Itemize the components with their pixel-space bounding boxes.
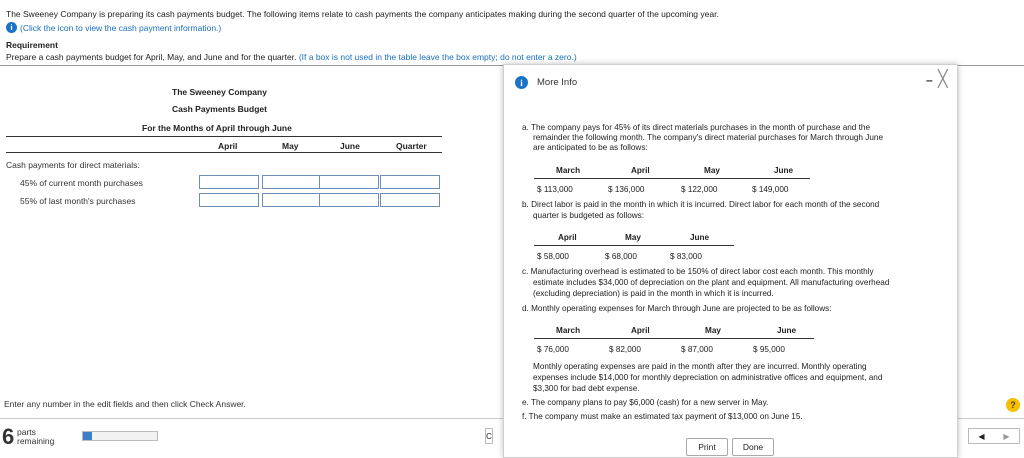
item-a-line3: are anticipated to be as follows:: [533, 143, 648, 152]
print-button[interactable]: Print: [686, 438, 728, 456]
t1-value-march: $ 113,000: [537, 185, 573, 194]
row-label-current: 45% of current month purchases: [20, 178, 143, 188]
more-info-dialog: [503, 64, 958, 458]
col-header-april: April: [218, 141, 238, 151]
question-nav[interactable]: [968, 428, 1020, 444]
item-d-note1: Monthly operating expenses are paid in the month after they are incurred. Monthly operating: [533, 362, 867, 371]
instruction-text: Enter any number in the edit fields and then click Check Answer.: [4, 399, 246, 409]
t3-value-may: $ 87,000: [681, 345, 713, 354]
item-d-line1: d. Monthly operating expenses for March through June are projected to be as follows:: [522, 304, 832, 313]
requirement-title: Requirement: [6, 40, 58, 50]
col-header-june: June: [340, 141, 360, 151]
t3-value-june: $ 95,000: [753, 345, 785, 354]
t2-rule: [534, 245, 734, 246]
item-c-line2: estimate includes $34,000 of depreciation on the plant and equipment. All manufacturing overhead: [533, 278, 890, 287]
t3-header-march: March: [556, 326, 581, 335]
t2-header-april: April: [558, 233, 577, 242]
input-current-may[interactable]: [262, 175, 322, 189]
t3-header-june: June: [777, 326, 797, 335]
dialog-title-row: [515, 76, 577, 89]
item-b-line2: quarter is budgeted as follows:: [533, 211, 645, 220]
input-last-quarter[interactable]: [380, 193, 440, 207]
nav-prev-icon[interactable]: ◀: [978, 431, 985, 441]
input-last-april[interactable]: [199, 193, 259, 207]
t2-value-may: $ 68,000: [605, 252, 637, 261]
done-button[interactable]: Done: [732, 438, 774, 456]
nav-next-icon[interactable]: ▶: [1003, 431, 1010, 441]
t1-header-may: May: [704, 166, 720, 175]
progress-bar: [82, 431, 158, 441]
info-icon: i: [515, 76, 528, 89]
budget-company: The Sweeney Company: [172, 87, 267, 97]
help-icon[interactable]: ?: [1006, 398, 1020, 412]
t1-rule: [534, 178, 810, 179]
input-last-june[interactable]: [319, 193, 379, 207]
t3-header-april: April: [631, 326, 650, 335]
t2-value-june: $ 83,000: [670, 252, 702, 261]
row-label-last: 55% of last month's purchases: [20, 196, 136, 206]
t1-value-april: $ 136,000: [608, 185, 645, 194]
info-icon[interactable]: i: [6, 22, 17, 33]
t2-header-june: June: [690, 233, 710, 242]
minimize-icon[interactable]: –: [926, 73, 933, 87]
t1-header-june: June: [774, 166, 794, 175]
parts-label: [17, 428, 54, 446]
info-link[interactable]: (Click the icon to view the cash payment information.): [20, 22, 222, 33]
budget-title: Cash Payments Budget: [172, 104, 267, 114]
table-top-rule: [6, 136, 442, 137]
col-header-may: May: [282, 141, 299, 151]
parts-label-line1: parts: [17, 427, 36, 437]
t3-rule: [534, 338, 814, 339]
input-current-quarter[interactable]: [380, 175, 440, 189]
item-c-line1: c. Manufacturing overhead is estimated to be 150% of direct labor cost each month. This monthly: [522, 267, 874, 276]
info-link-row[interactable]: [6, 22, 221, 33]
problem-intro: The Sweeney Company is preparing its cash payments budget. The following items relate to cash payments the company anticipates making during the second quarter of the upcoming year.: [6, 9, 719, 19]
budget-period: For the Months of April through June: [142, 123, 292, 133]
dialog-title: More Info: [537, 77, 578, 88]
check-answer-button-partial[interactable]: C: [485, 428, 493, 444]
t1-header-april: April: [631, 166, 650, 175]
item-c-line3: (excluding depreciation) is paid in the month in which it is incurred.: [533, 289, 774, 298]
requirement-note: (If a box is not used in the table leave the box empty; do not enter a zero.): [298, 52, 577, 62]
input-current-june[interactable]: [319, 175, 379, 189]
t1-value-may: $ 122,000: [681, 185, 718, 194]
item-b-line1: b. Direct labor is paid in the month in which it is incurred. Direct labor for each month of the second: [522, 200, 880, 209]
t1-value-june: $ 149,000: [752, 185, 789, 194]
requirement-body: Prepare a cash payments budget for April, May, and June and for the quarter.: [6, 52, 297, 62]
item-e: e. The company plans to pay $6,000 (cash) for a new server in May.: [522, 398, 769, 407]
table-header-rule: [6, 152, 442, 153]
close-icon[interactable]: ╳: [938, 71, 948, 88]
t3-value-april: $ 82,000: [609, 345, 641, 354]
t2-header-may: May: [625, 233, 641, 242]
section-label: Cash payments for direct materials:: [6, 160, 140, 170]
item-d-note2: expenses include $14,000 for monthly depreciation on administrative offices and equipment, and: [533, 373, 883, 382]
item-d-note3: $3,300 for bad debt expense.: [533, 384, 640, 393]
t3-value-march: $ 76,000: [537, 345, 569, 354]
progress-fill: [83, 432, 92, 440]
item-f: f. The company must make an estimated tax payment of $13,000 on June 15.: [522, 412, 803, 421]
parts-count: 6: [2, 424, 15, 449]
input-current-april[interactable]: [199, 175, 259, 189]
item-a-line2: remainder the following month. The company's direct material purchases for March through June: [533, 133, 884, 142]
input-last-may[interactable]: [262, 193, 322, 207]
t1-header-march: March: [556, 166, 581, 175]
requirement-text: [6, 52, 577, 62]
col-header-quarter: Quarter: [396, 141, 427, 151]
item-a-line1: a. The company pays for 45% of its direct materials purchases in the month of purchase and the: [522, 123, 871, 132]
t3-header-may: May: [705, 326, 721, 335]
t2-value-april: $ 58,000: [537, 252, 569, 261]
parts-label-line2: remaining: [17, 436, 55, 446]
